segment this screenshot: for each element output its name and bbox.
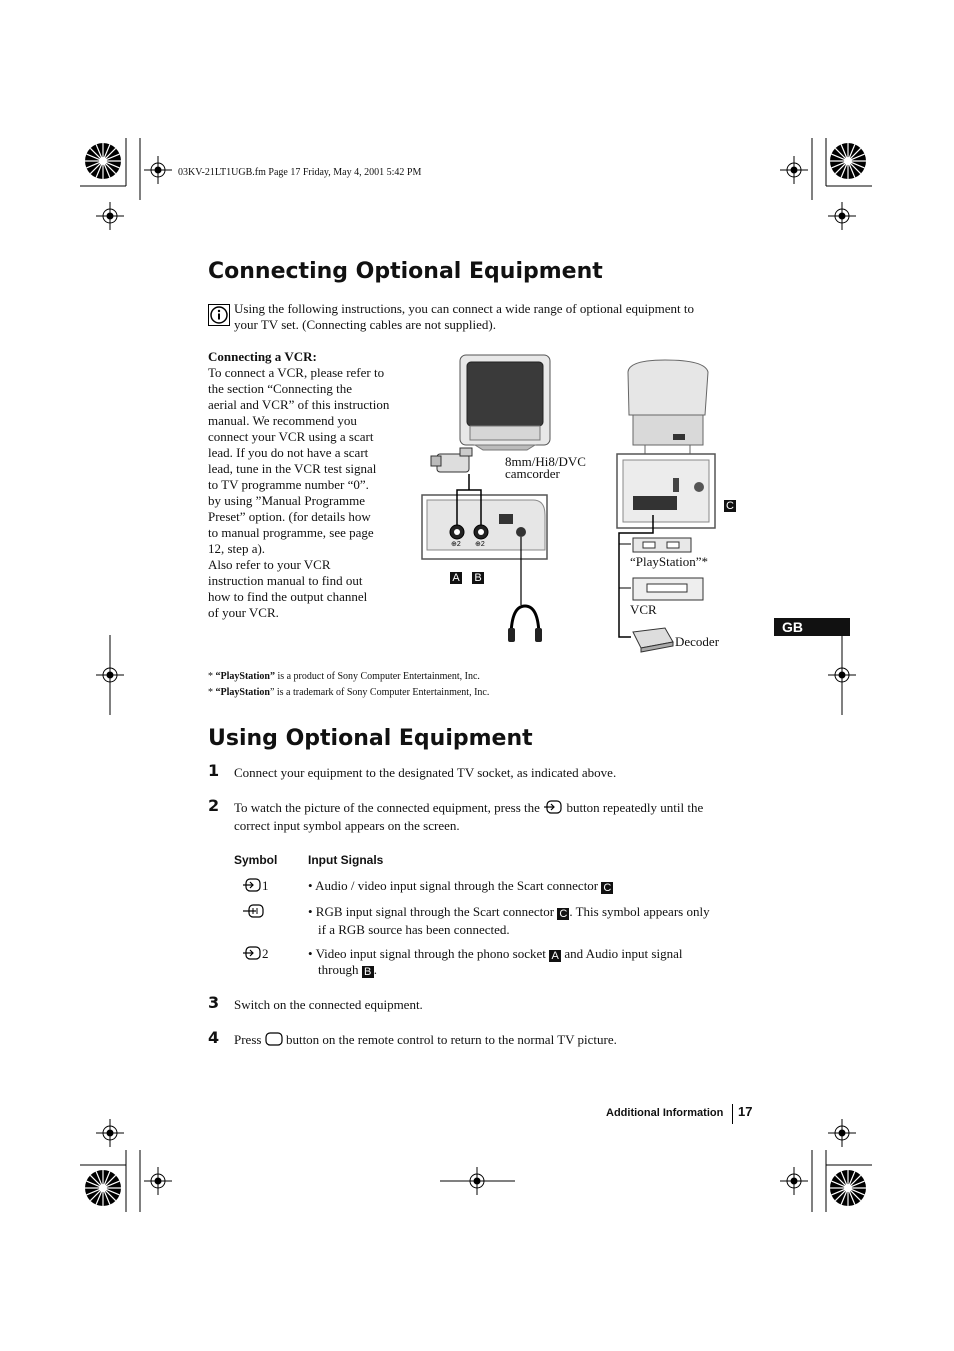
footer-section: Additional Information [606, 1107, 724, 1119]
rgb-input-icon [242, 904, 264, 918]
tv-rear-illustration [628, 360, 708, 445]
camcorder-label-2: camcorder [505, 466, 560, 481]
step-number-3: 3 [208, 993, 220, 1012]
step-number-1: 1 [208, 761, 220, 780]
headphones-icon [508, 606, 542, 642]
table-row-2-cont: if a RGB source has been connected. [318, 922, 510, 937]
footnote-1: * “PlayStation” is a product of Sony Computer Entertainment, Inc. [208, 671, 480, 682]
table-row-2: • RGB input signal through the Scart connector C . This symbol appears only [308, 904, 710, 920]
step-text-1: Connect your equipment to the designated TV socket, as indicated above. [234, 765, 617, 780]
footer-divider [732, 1104, 733, 1124]
symbol-input-2: 2 [242, 946, 269, 962]
registration-star-icon [85, 143, 121, 179]
input-2-icon [242, 946, 262, 960]
intro-line-1: Using the following instructions, you can connect a wide range of optional equipment to [234, 301, 694, 316]
vcr-illustration [633, 578, 703, 600]
vcr-heading: Connecting a VCR: [208, 349, 317, 364]
table-row-1: • Audio / video input signal through the Scart connector C [308, 878, 613, 894]
input-select-icon [543, 800, 563, 814]
tv-front-illustration [460, 355, 550, 450]
vcr-label: VCR [630, 602, 657, 617]
info-icon [208, 304, 230, 326]
socket-letter-c: C [724, 500, 736, 512]
camcorder-illustration [431, 448, 472, 472]
svg-text:⊕2: ⊕2 [475, 541, 485, 548]
table-header-symbol: Symbol [234, 853, 278, 867]
letter-c-inline: C [601, 882, 613, 894]
step-text-2-cont: correct input symbol appears on the screen. [234, 818, 460, 833]
decoder-label: Decoder [675, 634, 720, 649]
playstation-label: “PlayStation”* [630, 554, 708, 569]
input-1-icon [242, 878, 262, 892]
table-row-3-cont: through B . [318, 962, 377, 978]
step-number-2: 2 [208, 796, 220, 815]
connection-diagram [415, 350, 745, 660]
symbol-input-1: 1 [242, 878, 269, 894]
step-text-2: To watch the picture of the connected equipment, press the button repeatedly until the [234, 800, 704, 815]
socket-letter-a: A [450, 572, 462, 584]
footnote-2: * “PlayStation” is a trademark of Sony Computer Entertainment, Inc. [208, 687, 490, 698]
section-title-connecting: Connecting Optional Equipment [208, 259, 603, 284]
tv-button-icon [265, 1032, 283, 1046]
svg-text:⊕2: ⊕2 [451, 541, 461, 548]
table-header-signals: Input Signals [308, 853, 384, 867]
file-header: 03KV-21LT1UGB.fm Page 17 Friday, May 4, 2001 5:42 PM [178, 167, 422, 178]
language-tab-gb: GB [774, 618, 850, 636]
socket-letter-b: B [472, 572, 484, 584]
step-number-4: 4 [208, 1028, 220, 1047]
step-text-3: Switch on the connected equipment. [234, 997, 423, 1012]
step-text-4: Press button on the remote control to return to the normal TV picture. [234, 1032, 617, 1047]
page-number: 17 [738, 1104, 753, 1119]
playstation-illustration [633, 538, 691, 552]
section-title-using: Using Optional Equipment [208, 726, 533, 751]
decoder-illustration [633, 628, 673, 652]
table-row-3: • Video input signal through the phono socket A and Audio input signal [308, 946, 683, 962]
intro-line-2: your TV set. (Connecting cables are not supplied). [234, 317, 496, 332]
symbol-rgb [242, 904, 264, 920]
camcorder-label-1: 8mm/Hi8/DVC [505, 454, 586, 469]
vcr-instructions: To connect a VCR, please refer to the section “Connecting the aerial and VCR” of this instruction manual. We recommend you connect your VCR using a scart lead. If you do not have a scart lead, tune in the VCR test signal to TV programme number “0”. by using ”Manual Programme Preset” option. (for details how to manual programme, see page 12, step a). Also refer to your VCR instruction manual to find out how to find the output channel of your VCR. [208, 365, 390, 620]
